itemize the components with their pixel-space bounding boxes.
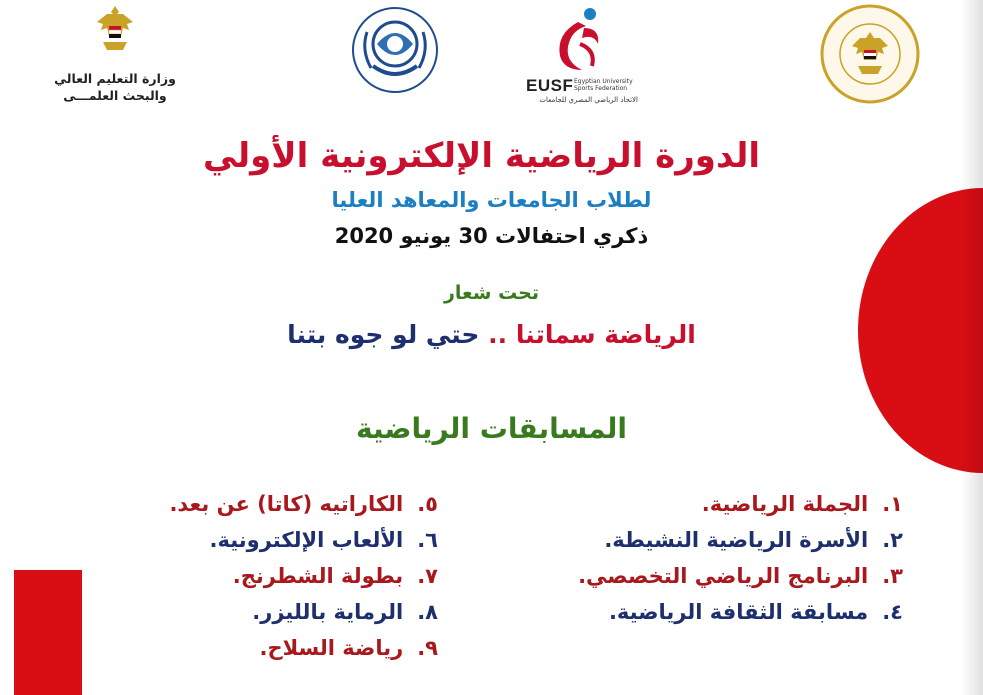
eusf-wordmark: EUSF xyxy=(526,76,574,95)
event-title: الدورة الرياضية الإلكترونية الأولي xyxy=(202,136,760,176)
list-item: ٦.الألعاب الإلكترونية. xyxy=(209,528,438,552)
list-item: ٧.بطولة الشطرنج. xyxy=(232,564,438,588)
list-item: ٣.البرنامج الرياضي التخصصي. xyxy=(578,564,903,588)
event-date-line: ذكري احتفالات 30 يونيو 2020 xyxy=(334,224,649,248)
ministry-higher-ed-logo xyxy=(40,2,190,107)
list-item: ١.الجملة الرياضية. xyxy=(701,492,903,516)
slogan xyxy=(0,320,983,349)
ministry-name-line1: وزارة التعليم العالي xyxy=(54,71,176,86)
youth-ministry-logo xyxy=(818,2,922,106)
youth-ministry-seal-icon xyxy=(818,2,922,106)
list-item: ٨.الرماية بالليزر. xyxy=(252,600,438,624)
list-item: ٤.مسابقة الثقافة الرياضية. xyxy=(608,600,903,624)
section-title: المسابقات الرياضية xyxy=(356,412,627,445)
list-item: ٢.الأسرة الرياضية النشيطة. xyxy=(604,528,903,552)
slogan-part1: الرياضة سماتنا .. xyxy=(488,320,696,349)
egypt-eagle-icon xyxy=(93,2,137,58)
competitions-list-left xyxy=(38,486,438,666)
event-subtitle: لطلاب الجامعات والمعاهد العليا xyxy=(331,188,652,212)
slogan-intro: تحت شعار xyxy=(443,282,540,304)
competitions-list-right xyxy=(503,486,903,630)
arab-league-seal-icon xyxy=(345,2,445,102)
list-item: ٥.الكاراتيه (كاتا) عن بعد. xyxy=(169,492,438,516)
arab-league-seal-logo xyxy=(345,2,445,102)
eusf-logo xyxy=(520,4,640,104)
eusf-arabic-name: الاتحاد الرياضي المصري للجامعات xyxy=(539,96,638,104)
slogan-part2: حتي لو جوه بتنا xyxy=(287,320,480,349)
list-item: ٩.رياضة السلاح. xyxy=(259,636,438,660)
eusf-english-name: Egyptian University Sports Federation xyxy=(574,78,633,92)
eusf-runner-icon xyxy=(520,4,640,76)
ministry-name-line2: والبحث العلمـــى xyxy=(63,88,167,103)
